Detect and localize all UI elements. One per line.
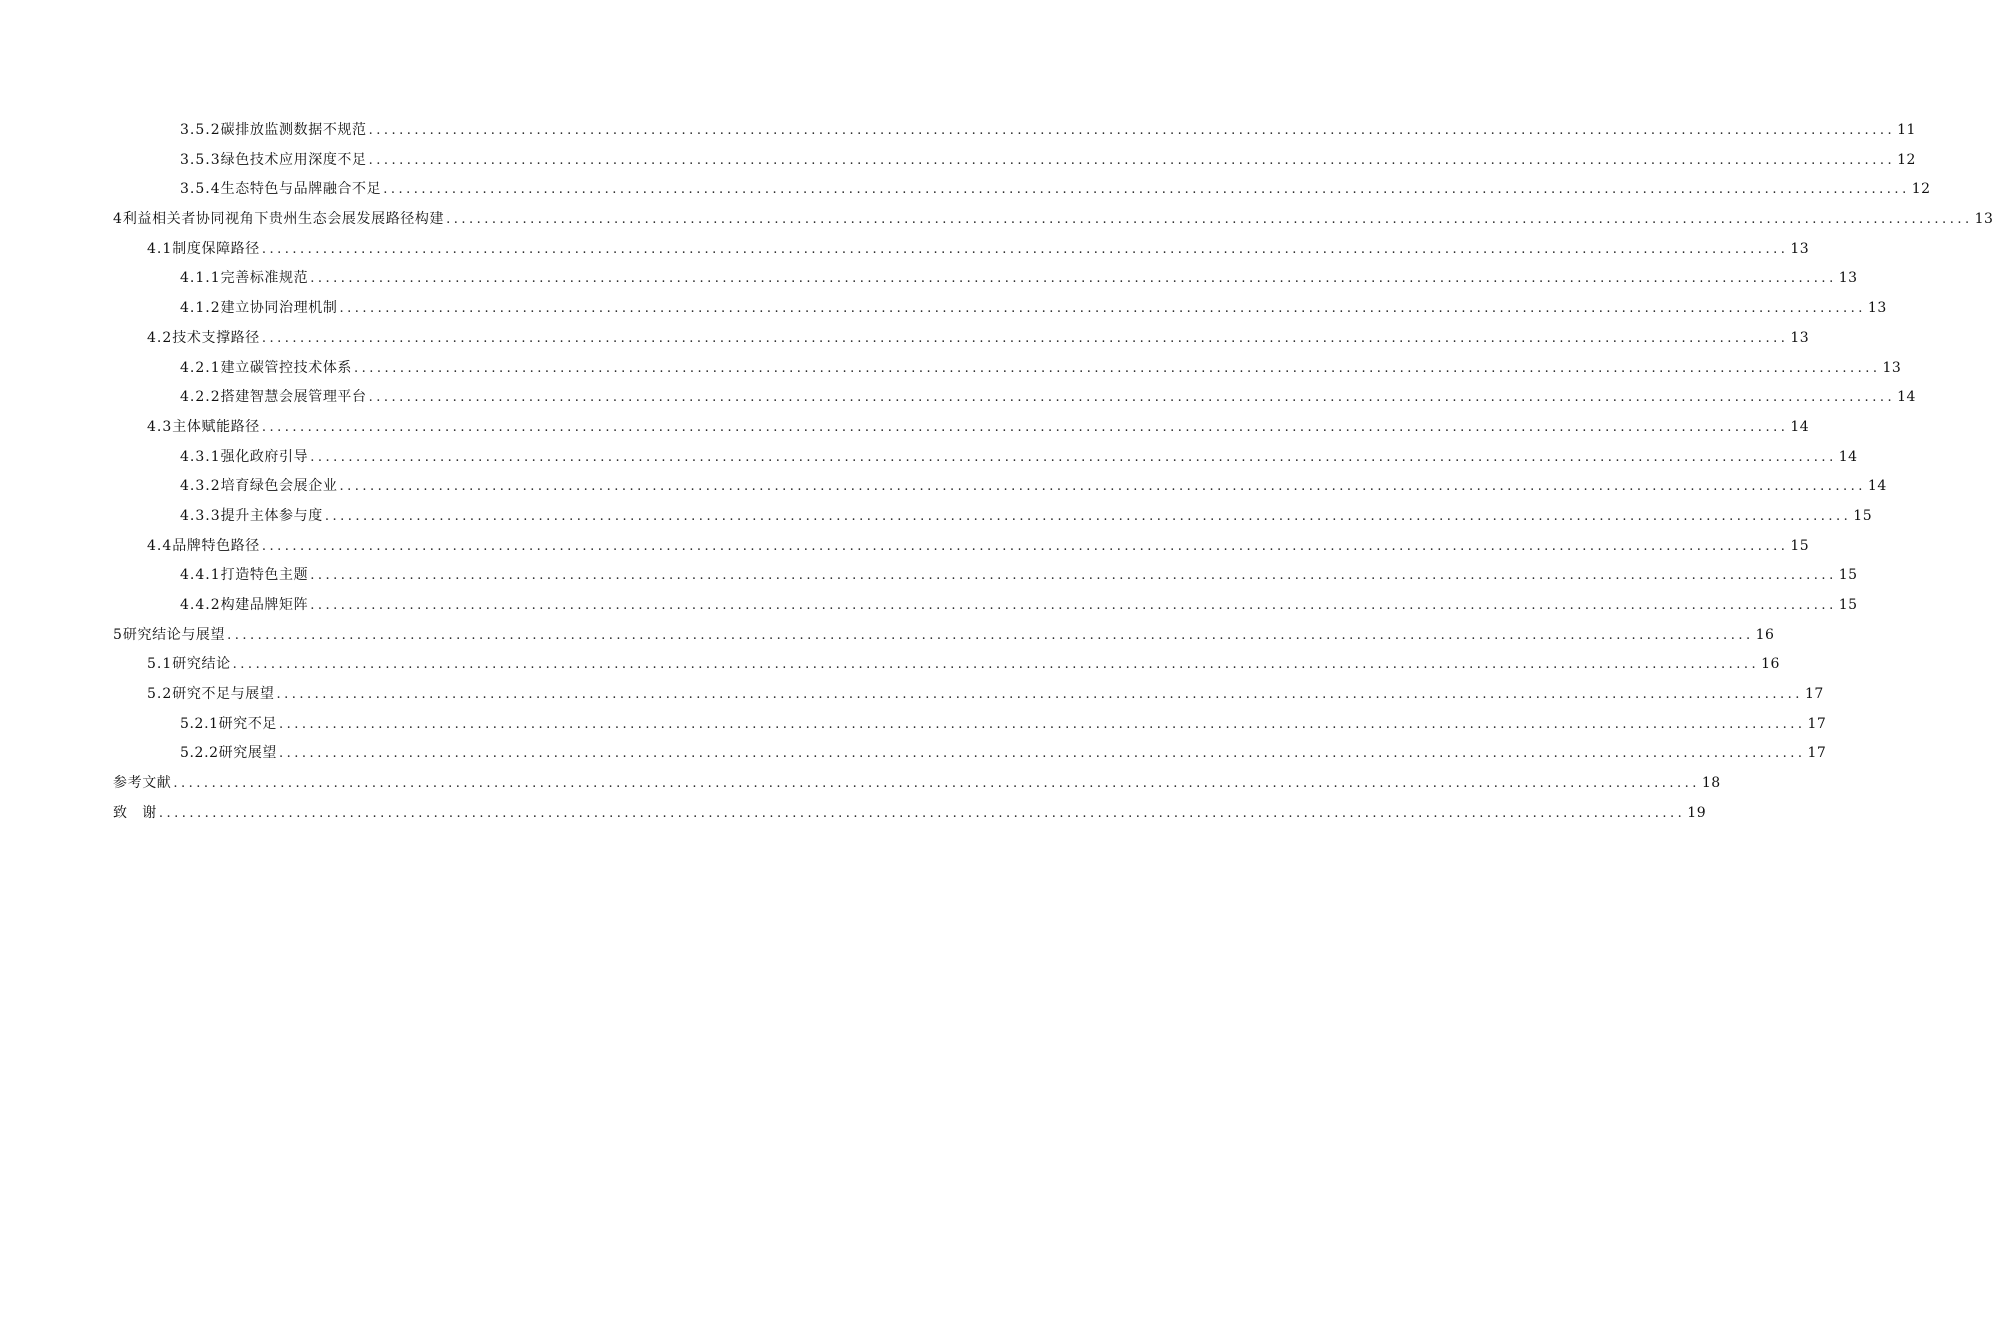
toc-entry-title: 建立协同治理机制 bbox=[220, 300, 338, 317]
toc-entry-page-number: 13 bbox=[1882, 359, 1902, 376]
toc-entry-number: 5 bbox=[113, 626, 123, 643]
toc-entry-title: 参考文献 bbox=[113, 775, 172, 792]
toc-entry-number: 5.1 bbox=[147, 656, 173, 673]
toc-dot-leader: ........................................................................................................................................................................................................ bbox=[446, 212, 1973, 228]
toc-entry-inner bbox=[147, 235, 1810, 265]
toc-entry-title: 碳排放监测数据不规范 bbox=[220, 122, 367, 138]
toc-entry[interactable] bbox=[0, 710, 1827, 740]
toc-entry-page-number: 13 bbox=[1790, 240, 1810, 257]
toc-dot-leader: ........................................................................................................................................................................................................ bbox=[261, 538, 1789, 554]
toc-entry-inner bbox=[180, 146, 1916, 176]
toc-entry-title: 建立碳管控技术体系 bbox=[220, 359, 353, 376]
toc-entry-number: 5.2 bbox=[147, 686, 173, 703]
toc-entry[interactable] bbox=[0, 561, 1858, 591]
toc-dot-leader: ........................................................................................................................................................................................................ bbox=[261, 330, 1789, 346]
toc-entry-page-number: 17 bbox=[1807, 715, 1827, 732]
toc-dot-leader: ........................................................................................................................................................................................................ bbox=[173, 776, 1700, 792]
toc-dot-leader: ........................................................................................................................................................................................................ bbox=[279, 746, 1806, 762]
toc-entry-number: 4 bbox=[113, 211, 123, 228]
toc-entry-number: 4.4.1 bbox=[180, 567, 221, 584]
toc-entry[interactable] bbox=[0, 324, 1810, 354]
toc-dot-leader: ........................................................................................................................................................................................................ bbox=[261, 419, 1789, 435]
toc-entry-title: 研究结论与展望 bbox=[122, 626, 226, 643]
toc-dot-leader: ........................................................................................................................................................................................................ bbox=[310, 271, 1837, 287]
toc-entry-title: 品牌特色路径 bbox=[172, 537, 260, 554]
toc-entry-page-number: 13 bbox=[1790, 329, 1810, 346]
toc-entry-number: 4.3.2 bbox=[180, 478, 221, 495]
toc-dot-leader: ........................................................................................................................................................................................................ bbox=[368, 152, 1896, 168]
toc-dot-leader: ........................................................................................................................................................................................................ bbox=[368, 390, 1896, 406]
toc-entry-inner bbox=[147, 650, 1780, 680]
toc-entry-number: 4.4 bbox=[147, 537, 173, 554]
toc-entry[interactable] bbox=[0, 650, 1780, 680]
toc-entry-inner bbox=[180, 175, 1931, 205]
toc-entry-inner bbox=[180, 710, 1827, 740]
toc-entry[interactable] bbox=[0, 532, 1810, 562]
toc-entry-inner bbox=[180, 443, 1858, 473]
toc-entry[interactable] bbox=[0, 799, 1707, 829]
toc-entry-inner bbox=[180, 116, 1916, 146]
toc-entry[interactable] bbox=[0, 205, 1993, 235]
toc-entry-inner bbox=[147, 532, 1810, 562]
toc-entry[interactable] bbox=[0, 591, 1858, 621]
toc-entry[interactable] bbox=[0, 116, 1916, 146]
toc-dot-leader: ........................................................................................................................................................................................................ bbox=[310, 568, 1837, 584]
toc-entry-number: 3.5.4 bbox=[180, 181, 221, 198]
toc-entry[interactable] bbox=[0, 739, 1827, 769]
toc-entry-page-number: 16 bbox=[1755, 626, 1775, 643]
toc-entry-number: 4.1 bbox=[147, 240, 173, 257]
toc-entry-number: 4.1.2 bbox=[180, 300, 221, 317]
toc-entry-page-number: 14 bbox=[1867, 478, 1887, 495]
toc-entry-inner bbox=[180, 561, 1858, 591]
toc-entry[interactable] bbox=[0, 443, 1858, 473]
toc-dot-leader: ........................................................................................................................................................................................................ bbox=[310, 449, 1837, 465]
toc-entry-inner bbox=[180, 264, 1858, 294]
toc-entry[interactable] bbox=[0, 175, 1931, 205]
toc-entry-inner bbox=[147, 324, 1810, 354]
toc-entry-number: 4.3.1 bbox=[180, 448, 221, 465]
toc-entry-title: 绿色技术应用深度不足 bbox=[220, 151, 367, 168]
toc-entry-page-number: 13 bbox=[1838, 270, 1858, 287]
toc-entry-number: 4.1.1 bbox=[180, 270, 221, 287]
toc-dot-leader: ........................................................................................................................................................................................................ bbox=[354, 360, 1881, 376]
toc-entry[interactable] bbox=[0, 294, 1887, 324]
toc-entry-page-number: 12 bbox=[1911, 181, 1931, 198]
toc-entry-page-number: 15 bbox=[1853, 507, 1873, 524]
toc-entry-title: 构建品牌矩阵 bbox=[220, 597, 309, 613]
toc-entry-number: 4.4.2 bbox=[180, 597, 221, 613]
toc-entry-number: 4.3.3 bbox=[180, 507, 221, 524]
toc-entry-inner bbox=[180, 472, 1887, 502]
toc-entry-page-number: 15 bbox=[1790, 537, 1810, 554]
toc-entry-title: 打造特色主题 bbox=[220, 567, 309, 584]
toc-entry-page-number: 17 bbox=[1807, 745, 1827, 762]
toc-entry[interactable] bbox=[0, 472, 1887, 502]
toc-entry-title: 培育绿色会展企业 bbox=[220, 478, 338, 495]
toc-dot-leader: ........................................................................................................................................................................................................ bbox=[261, 241, 1789, 257]
toc-entry-page-number: 13 bbox=[1974, 211, 1993, 228]
toc-entry-page-number: 18 bbox=[1701, 775, 1721, 792]
toc-entry[interactable] bbox=[0, 413, 1810, 443]
toc-entry-inner bbox=[147, 413, 1810, 443]
toc-entry-title: 制度保障路径 bbox=[172, 240, 260, 257]
toc-dot-leader: ........................................................................................................................................................................................................ bbox=[339, 301, 1866, 317]
toc-dot-leader: ........................................................................................................................................................................................................ bbox=[339, 479, 1866, 495]
toc-entry-title: 主体赋能路径 bbox=[172, 418, 260, 435]
toc-entry-number: 4.3 bbox=[147, 418, 173, 435]
toc-entry-title: 致 谢 bbox=[113, 804, 157, 821]
toc-entry-inner bbox=[113, 769, 1721, 799]
toc-entry-inner bbox=[180, 354, 1902, 384]
toc-entry-title: 研究结论 bbox=[172, 656, 231, 673]
toc-entry-page-number: 19 bbox=[1687, 804, 1707, 821]
toc-dot-leader: ........................................................................................................................................................................................................ bbox=[276, 687, 1803, 703]
toc-entry[interactable] bbox=[0, 235, 1810, 265]
toc-entry[interactable] bbox=[0, 264, 1858, 294]
toc-entry-inner bbox=[113, 205, 1993, 235]
toc-entry-inner bbox=[180, 383, 1916, 413]
table-of-contents bbox=[0, 116, 1993, 829]
toc-dot-leader: ........................................................................................................................................................................................................ bbox=[383, 182, 1910, 198]
toc-entry-page-number: 15 bbox=[1838, 567, 1858, 584]
toc-dot-leader: ........................................................................................................................................................................................................ bbox=[227, 627, 1754, 643]
toc-entry-title: 完善标准规范 bbox=[220, 270, 309, 287]
toc-entry-number: 3.5.2 bbox=[180, 122, 221, 138]
toc-dot-leader: ........................................................................................................................................................................................................ bbox=[324, 508, 1852, 524]
toc-dot-leader: ........................................................................................................................................................................................................ bbox=[368, 123, 1896, 138]
toc-entry-page-number: 17 bbox=[1804, 686, 1824, 703]
toc-entry-title: 技术支撑路径 bbox=[172, 329, 260, 346]
toc-entry-title: 强化政府引导 bbox=[220, 448, 309, 465]
toc-entry[interactable] bbox=[0, 146, 1916, 176]
toc-entry[interactable] bbox=[0, 680, 1824, 710]
toc-entry-title: 搭建智慧会展管理平台 bbox=[220, 389, 367, 406]
toc-entry-inner bbox=[147, 680, 1824, 710]
toc-entry-inner bbox=[180, 502, 1873, 532]
toc-entry-title: 提升主体参与度 bbox=[220, 507, 323, 524]
toc-entry-page-number: 14 bbox=[1897, 389, 1916, 406]
toc-entry-page-number: 14 bbox=[1790, 418, 1810, 435]
toc-dot-leader: ........................................................................................................................................................................................................ bbox=[279, 716, 1806, 732]
toc-entry-number: 3.5.3 bbox=[180, 151, 221, 168]
toc-entry[interactable] bbox=[0, 769, 1721, 799]
toc-entry-title: 5.2.2研究展望 bbox=[180, 745, 278, 762]
toc-entry-inner bbox=[180, 294, 1887, 324]
toc-entry-page-number: 15 bbox=[1838, 597, 1858, 613]
toc-entry-inner bbox=[113, 621, 1775, 651]
toc-entry[interactable] bbox=[0, 383, 1916, 413]
toc-entry[interactable] bbox=[0, 354, 1902, 384]
toc-entry[interactable] bbox=[0, 502, 1873, 532]
toc-entry-page-number: 12 bbox=[1897, 151, 1916, 168]
toc-entry-inner bbox=[180, 591, 1858, 621]
toc-entry-inner bbox=[113, 799, 1707, 829]
toc-entry-title: 研究不足与展望 bbox=[172, 686, 275, 703]
toc-entry-number: 4.2 bbox=[147, 329, 173, 346]
toc-dot-leader: ........................................................................................................................................................................................................ bbox=[158, 805, 1686, 821]
toc-entry-page-number: 14 bbox=[1838, 448, 1858, 465]
toc-entry[interactable] bbox=[0, 621, 1775, 651]
toc-entry-page-number: 16 bbox=[1761, 656, 1780, 673]
toc-entry-inner bbox=[180, 739, 1827, 769]
toc-dot-leader: ........................................................................................................................................................................................................ bbox=[310, 598, 1837, 613]
toc-entry-page-number: 11 bbox=[1897, 122, 1916, 138]
toc-entry-number: 4.2.2 bbox=[180, 389, 221, 406]
toc-entry-number: 4.2.1 bbox=[180, 359, 221, 376]
toc-entry-title: 5.2.1研究不足 bbox=[180, 715, 278, 732]
toc-entry-page-number: 13 bbox=[1867, 300, 1887, 317]
toc-entry-title: 生态特色与品牌融合不足 bbox=[220, 181, 382, 198]
toc-dot-leader: ........................................................................................................................................................................................................ bbox=[232, 657, 1760, 673]
toc-entry-title: 利益相关者协同视角下贵州生态会展发展路径构建 bbox=[122, 211, 445, 228]
